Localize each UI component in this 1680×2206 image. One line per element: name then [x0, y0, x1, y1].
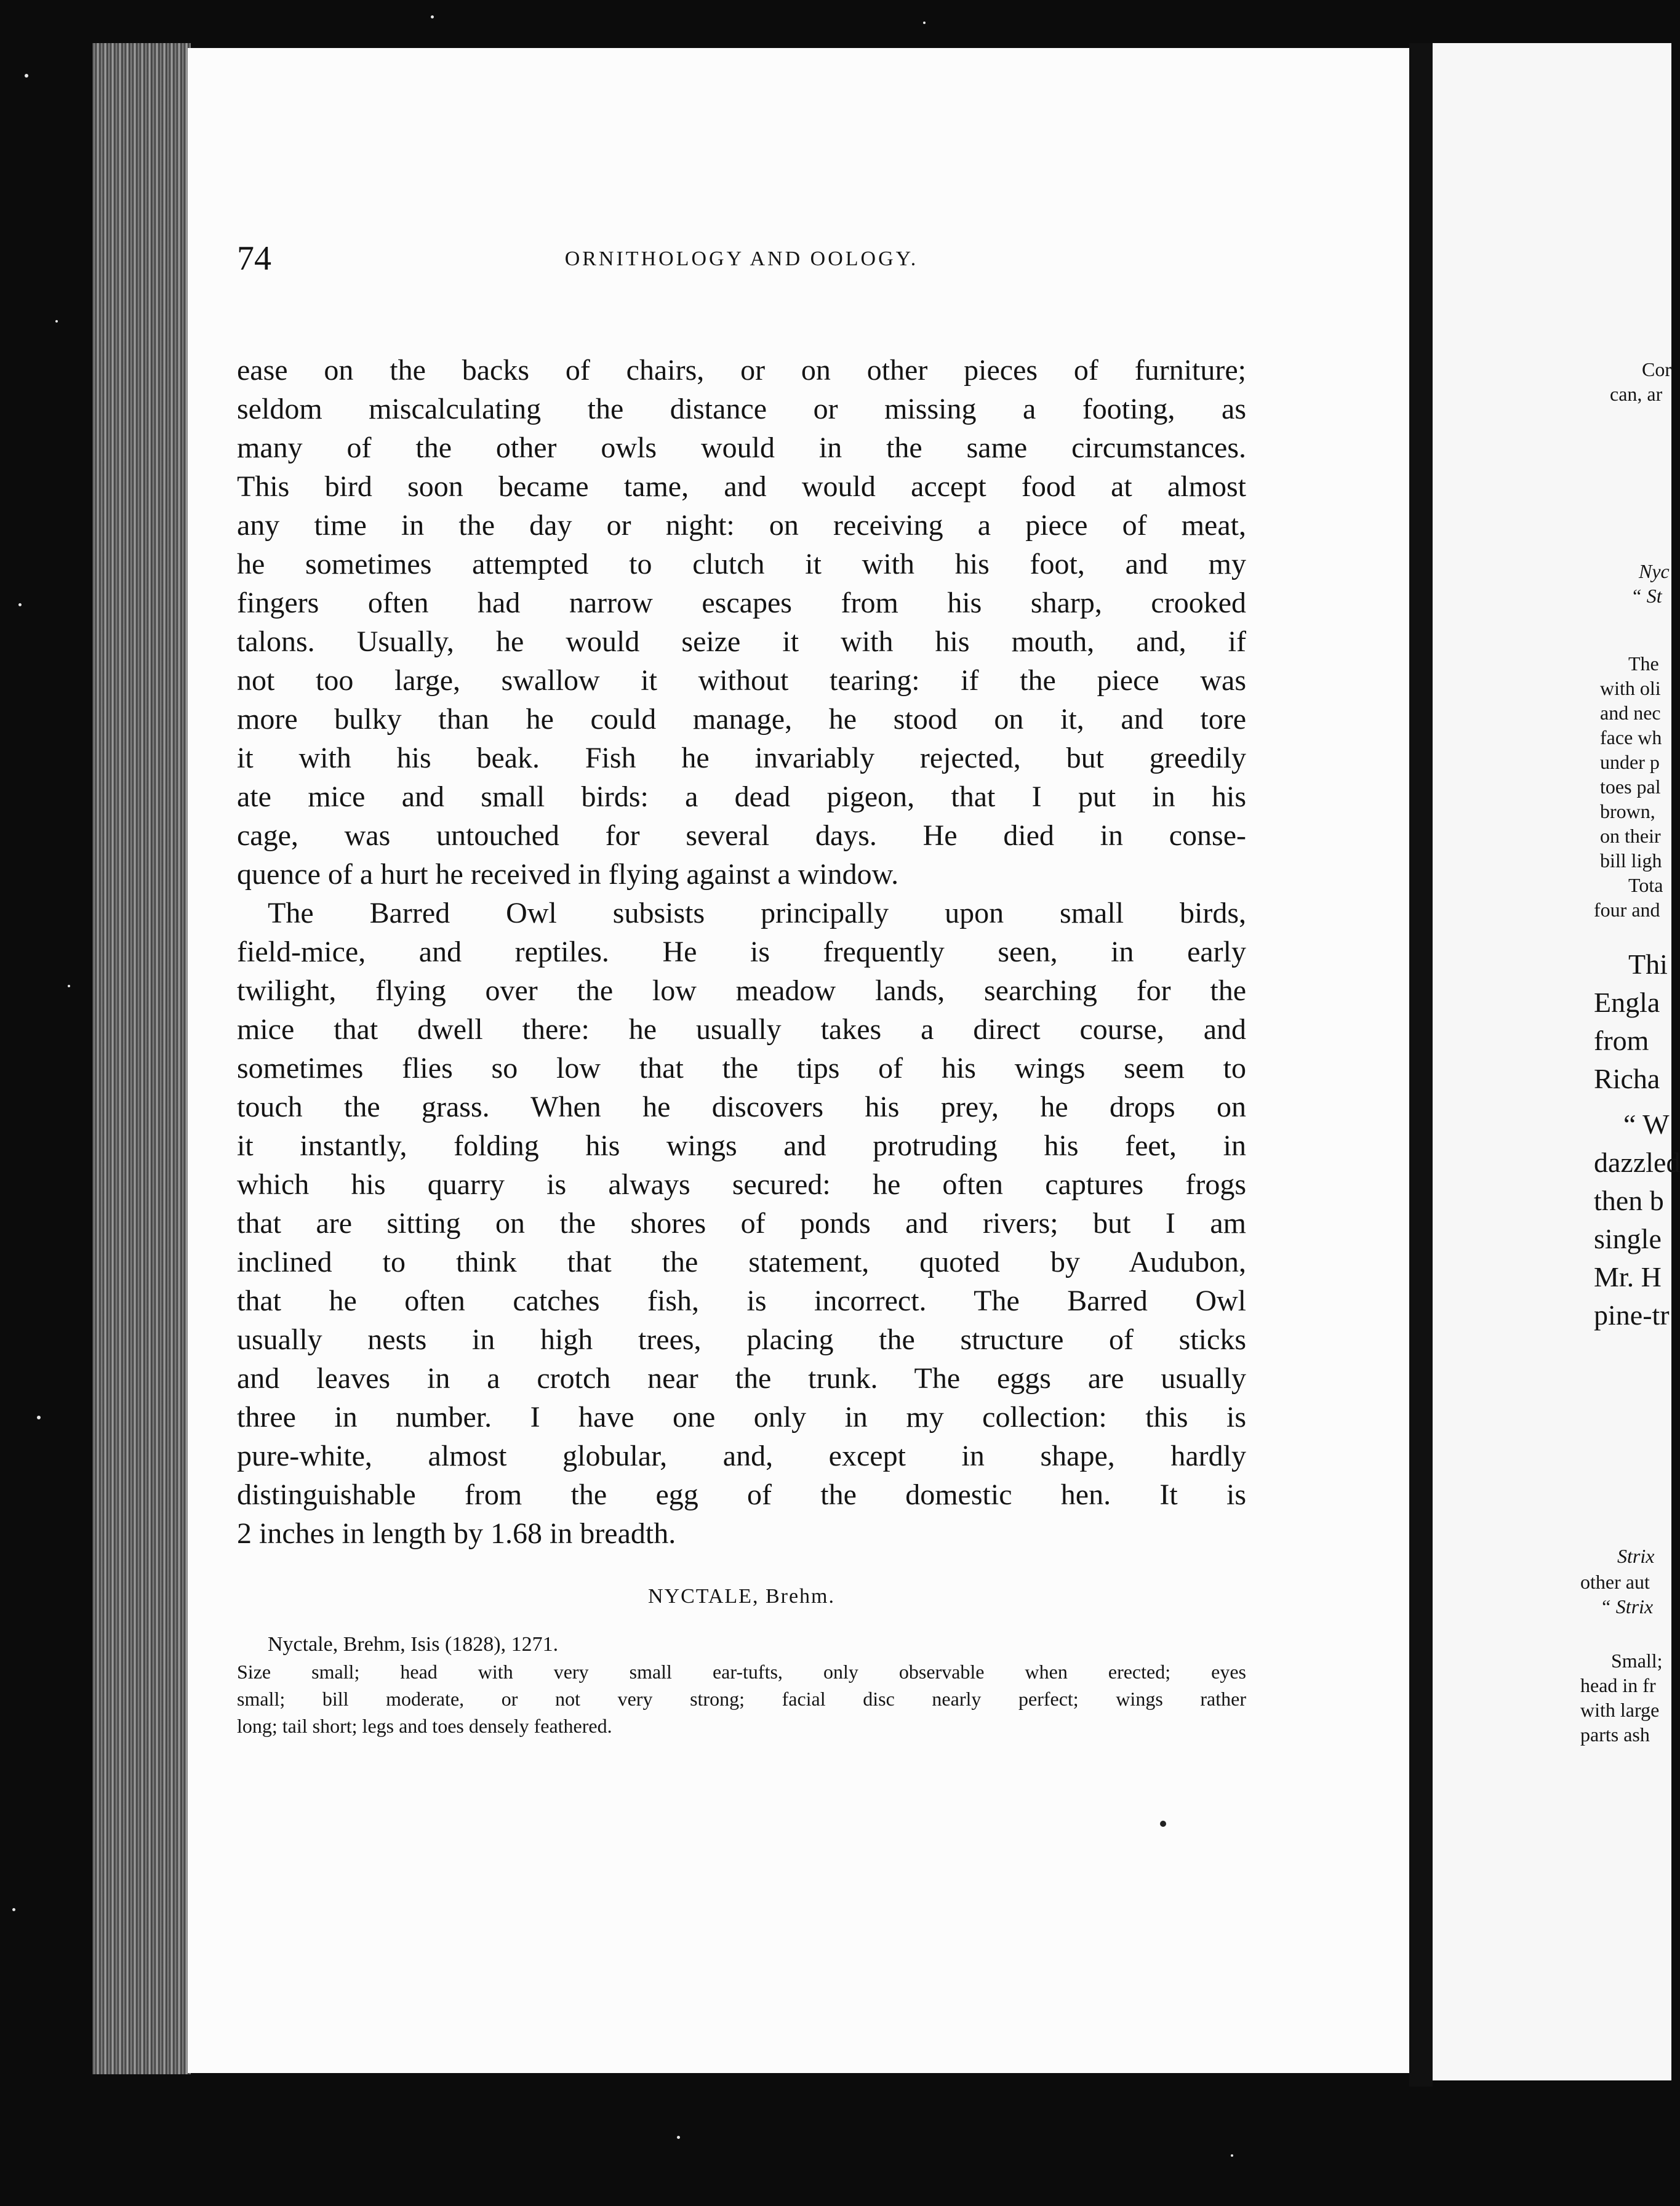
right-page-fragment: Engla: [1594, 987, 1660, 1018]
right-page-fragment: other aut: [1580, 1571, 1650, 1593]
scan-speck: [677, 2136, 680, 2139]
text-line: many of the other owls would in the same circumstances.: [237, 431, 1246, 464]
right-page-fragment: face wh: [1600, 726, 1662, 748]
text-line: 2 inches in length by 1.68 in breadth.: [237, 1517, 676, 1550]
right-page-fragment: The: [1628, 652, 1659, 675]
running-title: ORNITHOLOGY AND OOLOGY.: [564, 247, 919, 270]
text-line: cage, was untouched for several days. He died in conse-: [237, 819, 1246, 852]
right-page-fragment: from: [1594, 1025, 1649, 1056]
right-page-fragment: Thi: [1628, 949, 1668, 980]
scan-speck: [12, 1908, 15, 1911]
text-line: ease on the backs of chairs, or on other pieces of furniture;: [237, 354, 1246, 387]
right-page-fragment: and nec: [1600, 702, 1661, 724]
right-page-fragment: dazzled: [1594, 1147, 1680, 1178]
text-line: inclined to think that the statement, quoted by Audubon,: [237, 1246, 1246, 1278]
text-line: touch the grass. When he discovers his prey, he drops on: [237, 1091, 1246, 1123]
right-page-fragment: on their: [1600, 825, 1661, 847]
text-line: it instantly, folding his wings and protruding his feet, in: [237, 1129, 1246, 1162]
scan-speck: [25, 74, 28, 78]
text-line: usually nests in high trees, placing the structure of sticks: [237, 1323, 1246, 1356]
right-page-fragment: with large: [1580, 1699, 1660, 1721]
genus-notes: [237, 1631, 1246, 1739]
right-page-fragment: Strix: [1617, 1545, 1655, 1567]
right-page-fragment: Cor: [1642, 358, 1671, 380]
text-line: that he often catches fish, is incorrect. The Barred Owl: [237, 1285, 1246, 1317]
book-fore-edge: [92, 43, 191, 2074]
text-line: any time in the day or night: on receiving a piece of meat,: [237, 509, 1246, 542]
text-line: pure-white, almost globular, and, except in shape, hardly: [237, 1440, 1246, 1472]
section-heading: NYCTALE, Brehm.: [648, 1585, 835, 1608]
right-page-fragment: Mr. H: [1594, 1261, 1662, 1293]
right-page-fragment: “ St: [1631, 585, 1662, 607]
right-page-fragment: bill ligh: [1600, 849, 1662, 872]
right-page-fragment: Nyc: [1639, 560, 1670, 582]
right-page-fragment: pine-tr: [1594, 1299, 1670, 1331]
ink-speck: [1160, 1821, 1166, 1827]
text-line: it with his beak. Fish he invariably rejected, but greedily: [237, 742, 1246, 774]
note-citation: Nyctale, Brehm, Isis (1828), 1271.: [268, 1633, 559, 1656]
right-page-fragment: then b: [1594, 1185, 1664, 1216]
right-page-fragment: brown,: [1600, 800, 1655, 822]
scan-speck: [18, 603, 22, 606]
text-line: distinguishable from the egg of the domestic hen. It is: [237, 1478, 1246, 1511]
right-page-fragment: “ Strix: [1600, 1595, 1654, 1618]
text-line: three in number. I have one only in my collection: this is: [237, 1401, 1246, 1434]
right-page-fragment: Small;: [1611, 1650, 1663, 1672]
scan-speck: [37, 1416, 41, 1419]
text-line: talons. Usually, he would seize it with his mouth, and, if: [237, 625, 1246, 658]
text-line: which his quarry is always secured: he often captures frogs: [237, 1168, 1246, 1201]
page-number: 74: [237, 239, 271, 278]
right-page-fragment: toes pal: [1600, 776, 1661, 798]
text-line: sometimes flies so low that the tips of his wings seem to: [237, 1052, 1246, 1085]
book-gutter: [1409, 43, 1433, 2087]
right-page-fragment: single: [1594, 1223, 1662, 1254]
note-line: long; tail short; legs and toes densely feathered.: [237, 1715, 612, 1737]
right-page-fragment: “ W: [1623, 1109, 1670, 1140]
scan-speck: [55, 320, 58, 323]
note-line: Size small; head with very small ear-tufts, only observable when erected; eyes: [237, 1661, 1246, 1683]
text-line: This bird soon became tame, and would accept food at almost: [237, 470, 1246, 503]
text-line: mice that dwell there: he usually takes a direct course, and: [237, 1013, 1246, 1046]
text-line: that are sitting on the shores of ponds and rivers; but I am: [237, 1207, 1246, 1240]
right-page: [1433, 43, 1680, 2080]
text-line: not too large, swallow it without tearing: if the piece was: [237, 664, 1246, 697]
text-line: quence of a hurt he received in flying against a window.: [237, 858, 899, 891]
scan-speck: [68, 985, 70, 987]
right-page-fragment: with oli: [1600, 677, 1661, 699]
scan-speck: [431, 15, 434, 18]
text-line: field-mice, and reptiles. He is frequently seen, in early: [237, 936, 1246, 968]
right-page-fragment: parts ash: [1580, 1723, 1650, 1746]
text-line: he sometimes attempted to clutch it with his foot, and my: [237, 548, 1246, 580]
right-page-fragment: head in fr: [1580, 1674, 1656, 1696]
running-head: [237, 239, 1246, 288]
right-page-fragment: four and: [1594, 899, 1660, 921]
note-line: small; bill moderate, or not very strong; facial disc nearly perfect; wings rather: [237, 1688, 1246, 1710]
scan-speck: [1231, 2154, 1233, 2157]
text-line: fingers often had narrow escapes from his sharp, crooked: [237, 587, 1246, 619]
right-page-fragment: can, ar: [1610, 383, 1663, 405]
right-page-fragment: Tota: [1628, 874, 1663, 896]
body-text: [237, 351, 1246, 1553]
right-page-fragment: Richa: [1594, 1063, 1660, 1094]
right-page-fragment: under p: [1600, 751, 1660, 773]
scan-speck: [923, 22, 926, 24]
text-line: seldom miscalculating the distance or missing a footing, as: [237, 393, 1246, 425]
text-line: The Barred Owl subsists principally upon small birds,: [268, 897, 1246, 929]
text-line: and leaves in a crotch near the trunk. The eggs are usually: [237, 1362, 1246, 1395]
text-line: ate mice and small birds: a dead pigeon, that I put in his: [237, 780, 1246, 813]
text-line: twilight, flying over the low meadow lands, searching for the: [237, 974, 1246, 1007]
text-line: more bulky than he could manage, he stood on it, and tore: [237, 703, 1246, 736]
